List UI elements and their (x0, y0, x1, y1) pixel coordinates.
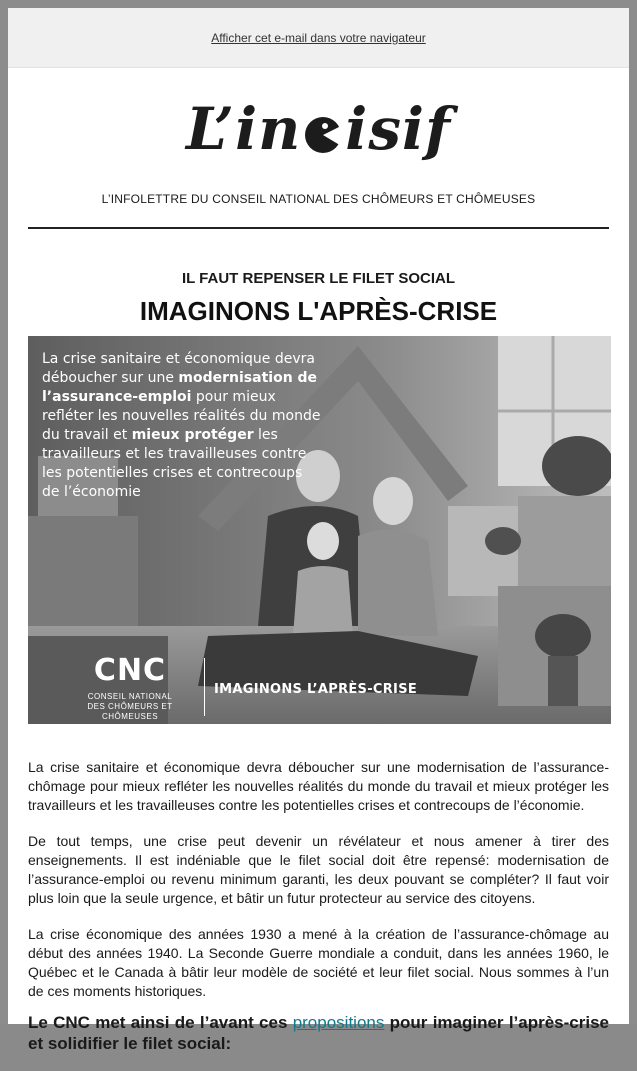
pacman-c-icon (303, 115, 343, 155)
divider (28, 227, 609, 229)
paragraph-2: De tout temps, une crise peut devenir un révélateur et nous amener à tirer des enseignements. Il est indéniable que le filet social doit être repensé: modernisation de l’assurance-emploi ou revenu minimum garanti, les deux pouvant se compléter? Il faut voir plus loin que la seule urgence, et bâtir un futur protecteur au service des citoyens. (28, 833, 609, 906)
logo-text-right: isif (345, 95, 451, 163)
lead-text: Le CNC met ainsi de l’avant ces (28, 1013, 293, 1032)
cnc-logo-letters: CNC (93, 653, 167, 688)
logo-divider (204, 658, 205, 716)
propositions-link[interactable]: propositions (292, 1013, 385, 1032)
hero-text-bold: modernisation de l’assurance-emploi (42, 370, 318, 405)
view-in-browser-link[interactable]: Afficher cet e-mail dans votre navigateur (211, 30, 426, 45)
cnc-logo-name-1: CONSEIL NATIONAL (87, 692, 173, 701)
lead-text: pour imaginer l’après-crise et solidifier le filet social: (28, 1013, 610, 1053)
hero-text-part: La crise sanitaire et économique devra déboucher sur une (42, 351, 315, 386)
cnc-logo (68, 654, 192, 722)
paragraph-1: La crise sanitaire et économique devra déboucher sur une modernisation de l’assurance-chômage pour mieux refléter les nouvelles réalités du monde du travail et mieux protéger les travailleurs et les travailleuses contre les potentielles crises et contrecoups de l’économie. (28, 759, 609, 813)
newsletter-tagline: L’INFOLETTRE DU CONSEIL NATIONAL DES CHÔMEURS ET CHÔMEUSES (101, 192, 536, 206)
top-bar (8, 8, 629, 68)
cnc-logo-name-2: DES CHÔMEURS ET CHÔMEUSES (87, 702, 173, 721)
hero-image[interactable] (28, 336, 611, 724)
hero-text-bold: mieux protéger (131, 427, 254, 443)
hero-caption: IMAGINONS L’APRÈS-CRISE (214, 682, 418, 697)
paragraph-3: La crise économique des années 1930 a mené à la création de l’assurance-chômage au début des années 1940. La Seconde Guerre mondiale a conduit, dans les années 1960, le Québec et le Canada à bâtir leur modèle de société et leur filet social. Nous sommes à l’un de ces moments historiques. (28, 926, 609, 999)
article-kicker: IL FAUT REPENSER LE FILET SOCIAL (181, 270, 456, 287)
hero-text-part: pour mieux refléter les nouvelles réalités du monde du travail et (42, 389, 321, 443)
article-body (28, 758, 609, 1071)
logo-text-left: L’in (186, 95, 302, 163)
logo[interactable] (8, 94, 629, 170)
article-headline: IMAGINONS L'APRÈS-CRISE (139, 296, 498, 326)
hero-overlay-text (42, 350, 322, 502)
hero-text-part: les travailleurs et les travailleuses contre les potentielles crises et contrecoups de l’économie (42, 427, 307, 500)
propositions-lead (28, 1012, 609, 1054)
